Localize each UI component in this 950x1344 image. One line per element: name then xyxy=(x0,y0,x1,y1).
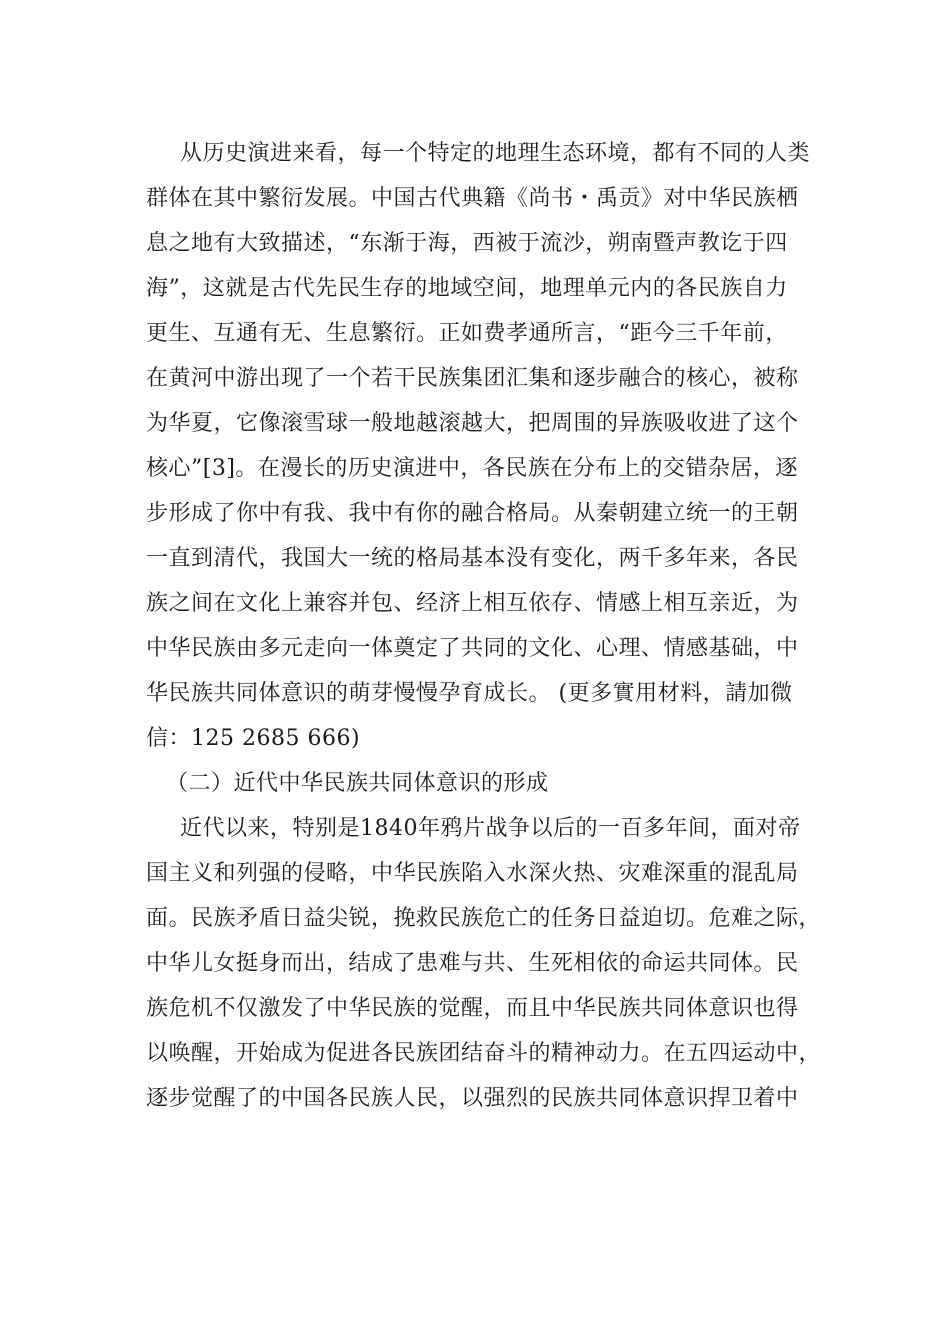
paragraph-line: 在黄河中游出现了一个若干民族集团汇集和逐步融合的核心，被称 xyxy=(146,366,799,391)
paragraph-line: 中华儿女挺身而出，结成了患难与共、生死相依的命运共同体。民 xyxy=(146,951,799,976)
paragraph-line: 海”，这就是古代先民生存的地域空间，地理单元内的各民族自力 xyxy=(146,276,788,301)
paragraph-line: 华民族共同体意识的萌芽慢慢孕育成长。 (更多實用材料，請加微 xyxy=(146,681,793,706)
section-heading: （二）近代中华民族共同体意识的形成 xyxy=(166,771,549,796)
paragraph-line: 信：125 2685 666) xyxy=(146,726,361,751)
paragraph-line: 族危机不仅激发了中华民族的觉醒，而且中华民族共同体意识也得 xyxy=(146,996,799,1021)
paragraph-line: 从历史演进来看，每一个特定的地理生态环境，都有不同的人类 xyxy=(180,141,811,166)
paragraph-line: 群体在其中繁衍发展。中国古代典籍《尚书・禹贡》对中华民族栖 xyxy=(146,186,799,211)
paragraph-line: 面。民族矛盾日益尖锐，挽救民族危亡的任务日益迫切。危难之际， xyxy=(146,906,822,931)
paragraph-line: 以唤醒，开始成为促进各民族团结奋斗的精神动力。在五四运动中， xyxy=(146,1041,822,1066)
paragraph-line: 国主义和列强的侵略，中华民族陷入水深火热、灾难深重的混乱局 xyxy=(146,861,799,886)
paragraph-line: 息之地有大致描述，“东渐于海，西被于流沙，朔南暨声教讫于四 xyxy=(146,231,788,256)
paragraph-line: 近代以来，特别是1840年鸦片战争以后的一百多年间，面对帝 xyxy=(180,816,801,841)
paragraph-line: 中华民族由多元走向一体奠定了共同的文化、心理、情感基础，中 xyxy=(146,636,799,661)
paragraph-line: 为华夏，它像滚雪球一般地越滚越大，把周围的异族吸收进了这个 xyxy=(146,411,799,436)
paragraph-line: 核心”[3]。在漫长的历史演进中，各民族在分布上的交错杂居，逐 xyxy=(146,456,798,481)
paragraph-line: 步形成了你中有我、我中有你的融合格局。从秦朝建立统一的王朝 xyxy=(146,501,799,526)
paragraph-line: 逐步觉醒了的中国各民族人民，以强烈的民族共同体意识捍卫着中 xyxy=(146,1086,799,1111)
paragraph-line: 更生、互通有无、生息繁衍。正如费孝通所言，“距今三千年前， xyxy=(146,321,788,346)
paragraph-line: 族之间在文化上兼容并包、经济上相互依存、情感上相互亲近，为 xyxy=(146,591,799,616)
paragraph-line: 一直到清代，我国大一统的格局基本没有变化，两千多年来，各民 xyxy=(146,546,799,571)
